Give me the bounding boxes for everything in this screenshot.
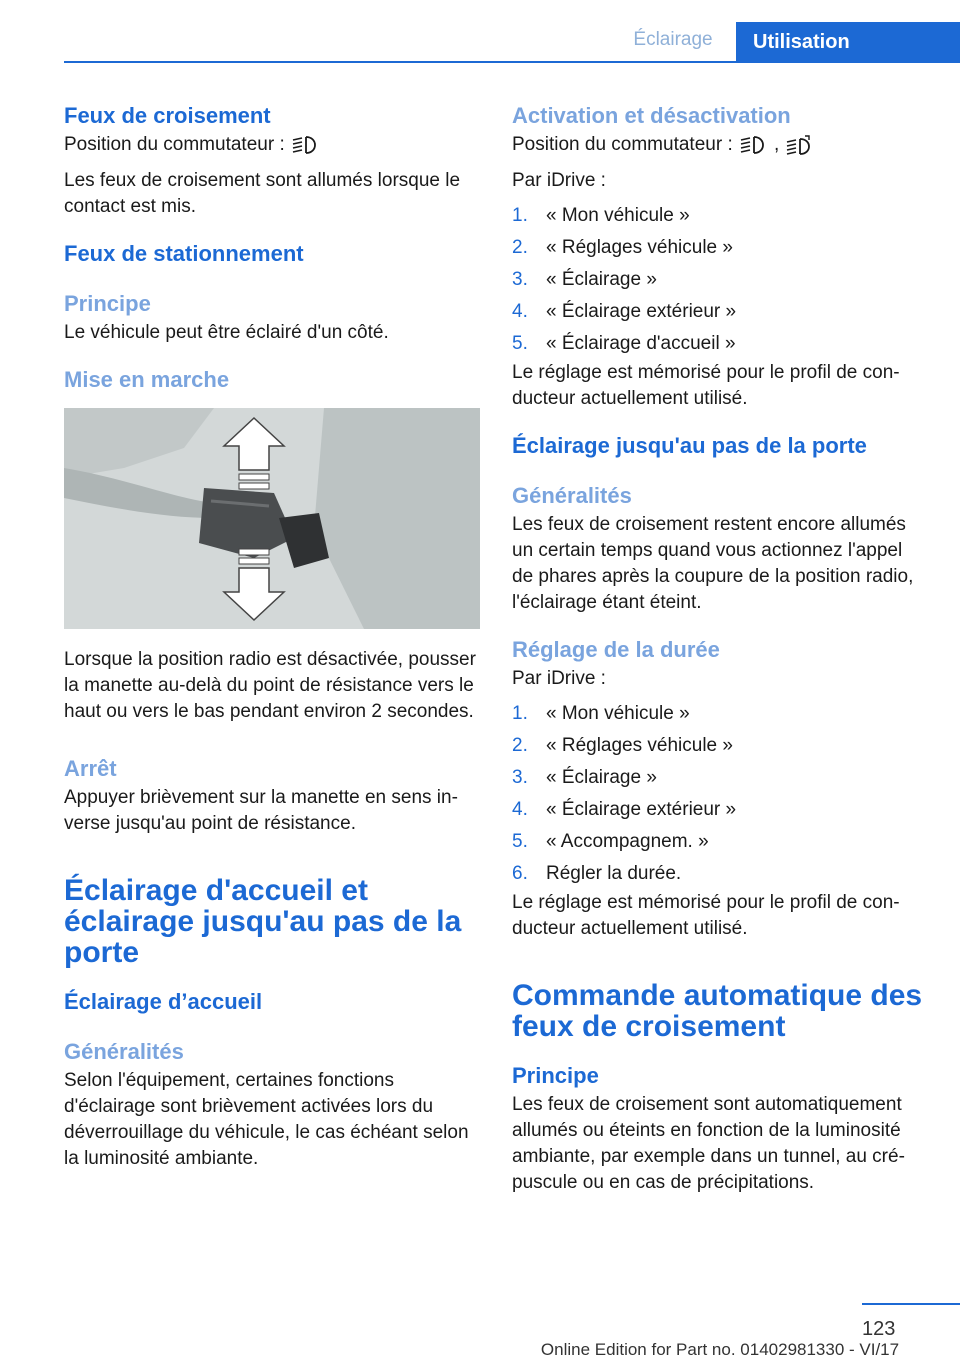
heading-generalites-left: Généralités <box>64 1039 184 1064</box>
paragraph-mise-en-marche: Lorsque la position radio est désactivée, pousser la manette au-delà du point de résistance vers le haut ou vers le bas pendant environ 2 secondes. <box>64 649 476 722</box>
stalk-illustration <box>64 408 480 629</box>
icon-separator: , <box>774 134 780 155</box>
list-item: 4. « Éclairage extérieur » <box>512 799 737 820</box>
list-item: 2. « Réglages véhicule » <box>512 735 733 756</box>
header-section-title: Éclairage <box>633 29 713 50</box>
footer-edition: Online Edition for Part no. 01402981330 - VI/17 <box>540 1340 900 1359</box>
heading-activation: Activation et désactivation <box>512 103 791 128</box>
list-item: 1. « Mon véhicule » <box>512 205 690 226</box>
list-item: 6. Régler la durée. <box>512 863 682 884</box>
left-column <box>64 100 480 1172</box>
heading-principe: Principe <box>64 291 151 316</box>
list-item: 5. « Accompagnem. » <box>512 831 709 852</box>
footer-rule <box>862 1303 960 1305</box>
steps-list-2 <box>512 698 928 890</box>
switch-positions-text: Position du commutateur : <box>512 134 733 155</box>
paragraph-arret: Appuyer brièvement sur la manette en sens inverse jusqu'au point de résistance. <box>64 787 458 834</box>
paragraph-generalites-left: Selon l'équipement, certaines fonctions d'éclairage sont brièvement activées lors du déverrouillage du véhicule, le cas échéant selon la luminosité ambiante. <box>64 1070 469 1169</box>
low-beam-icon <box>739 135 769 155</box>
heading-feux-croisement: Feux de croisement <box>64 103 271 128</box>
list-item: 5. « Éclairage d'accueil » <box>512 333 736 354</box>
switch-position-text: Position du commutateur : <box>64 134 285 155</box>
header-tab-utilisation: Utilisation <box>736 22 960 62</box>
heading-mise-en-marche: Mise en marche <box>64 367 230 392</box>
list-item: 3. « Éclairage » <box>512 767 657 788</box>
heading-arret: Arrêt <box>64 756 117 781</box>
heading-eclairage-accueil-section: Éclairage d'accueil et éclairage jusqu'au pas de la porte <box>64 874 462 969</box>
list-item: 4. « Éclairage extérieur » <box>512 301 737 322</box>
heading-generalites-right: Généralités <box>512 483 632 508</box>
heading-principe-right: Principe <box>512 1063 599 1088</box>
right-column <box>512 100 928 1196</box>
paragraph-idrive-2: Par iDrive : <box>512 668 606 689</box>
paragraph-croisement: Les feux de croisement sont allumés lorsque le contact est mis. <box>64 170 461 217</box>
low-beam-icon <box>291 135 321 155</box>
paragraph-memo-2: Le réglage est mémorisé pour le profil de conducteur actuellement utilisé. <box>512 892 900 939</box>
list-item: 2. « Réglages véhicule » <box>512 237 733 258</box>
switch-position-line <box>64 132 480 158</box>
heading-reglage-duree: Réglage de la durée <box>512 637 720 662</box>
paragraph-generalites-right: Les feux de croisement restent encore allumés un certain temps quand vous actionnez l'appel de phares après la coupure de la position radio, l'éclairage étant éteint. <box>512 514 914 613</box>
steps-list-1 <box>512 200 928 360</box>
list-item: 1. « Mon véhicule » <box>512 703 690 724</box>
list-item: 3. « Éclairage » <box>512 269 657 290</box>
paragraph-principe-right: Les feux de croisement sont automatiquement allumés ou éteints en fonction de la luminosité ambiante, par exemple dans un tunnel, au crépuscule ou en cas de précipitations. <box>512 1094 905 1193</box>
paragraph-principe: Le véhicule peut être éclairé d'un côté. <box>64 322 389 343</box>
header-rule <box>64 61 960 63</box>
heading-eclairage-accueil: Éclairage d’accueil <box>64 989 263 1014</box>
heading-commande-automatique: Commande automatique des feux de croisement <box>512 979 923 1043</box>
page-number: 123 <box>862 1318 896 1340</box>
auto-headlight-icon <box>785 135 815 155</box>
paragraph-idrive-1: Par iDrive : <box>512 170 606 191</box>
heading-stationnement: Feux de stationnement <box>64 241 304 266</box>
stalk-illustration-drawing <box>64 408 480 629</box>
switch-positions-line <box>512 132 928 158</box>
heading-pas-de-porte: Éclairage jusqu'au pas de la porte <box>512 433 867 458</box>
paragraph-memo-1: Le réglage est mémorisé pour le profil de conducteur actuellement utilisé. <box>512 362 900 409</box>
